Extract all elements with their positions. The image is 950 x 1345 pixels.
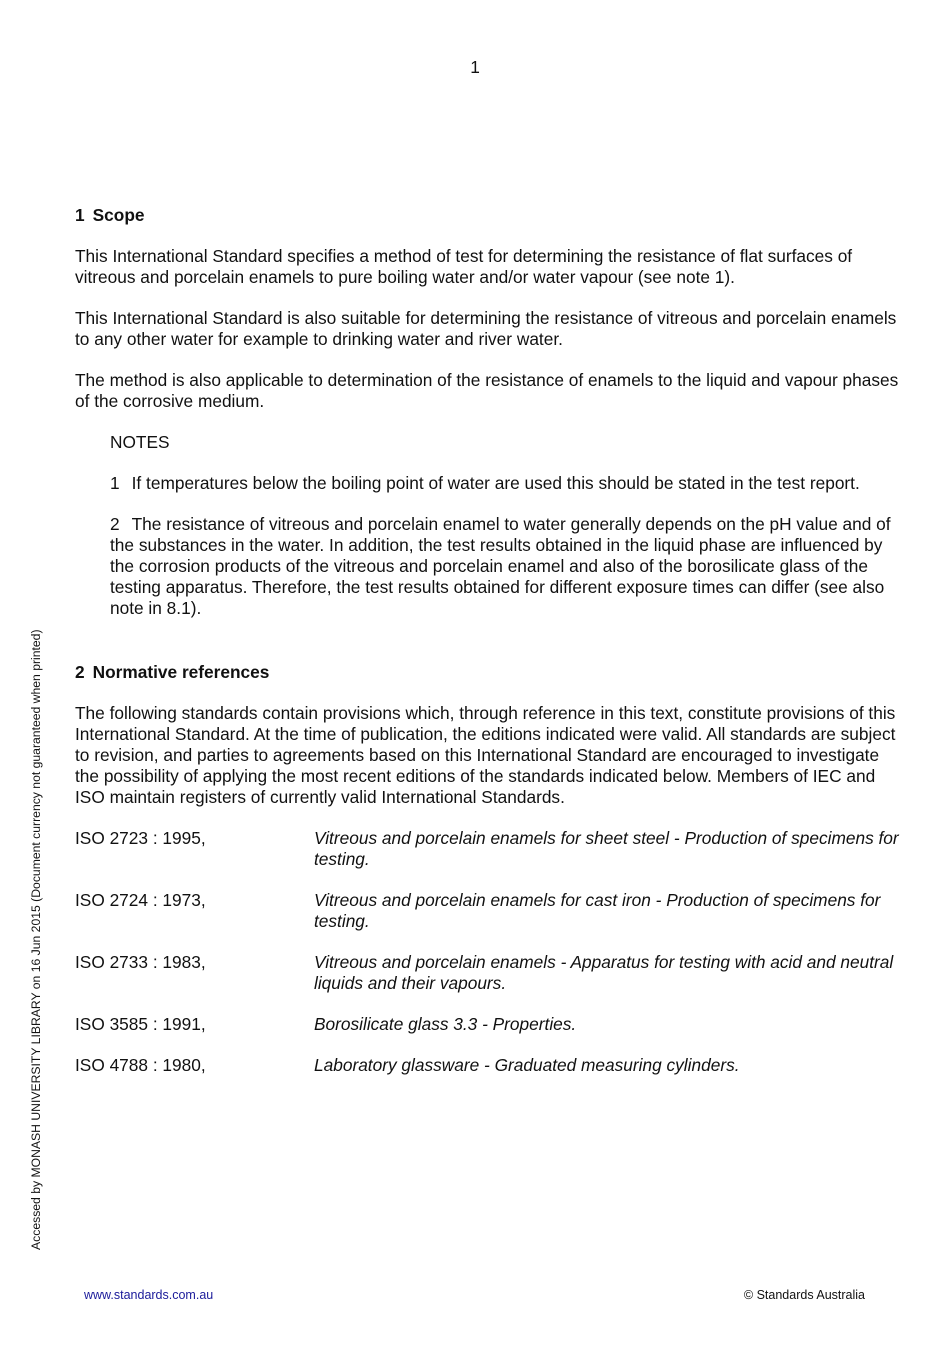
footer-website-link[interactable]: www.standards.com.au	[84, 1288, 214, 1302]
references-list	[75, 828, 905, 1076]
reference-title: Vitreous and porcelain enamels for cast iron - Production of specimens for testing.	[314, 890, 881, 931]
section-1-number: 1	[75, 205, 85, 225]
scope-paragraph-3: The method is also applicable to determination of the resistance of enamels to the liquid and vapour phases of the corrosive medium.	[75, 370, 899, 411]
section-2-heading	[75, 662, 905, 683]
reference-row	[75, 890, 905, 932]
references-paragraph: The following standards contain provisions which, through reference in this text, constitute provisions of this International Standard. At the time of publication, the editions indicated were valid. All standards are subject to revision, and parties to agreements based on this International Standard are encouraged to investigate the possibility of applying the most recent editions of the standards indicated below. Members of IEC and ISO maintain registers of currently valid International Standards.	[75, 703, 896, 807]
reference-title: Vitreous and porcelain enamels for sheet steel - Production of specimens for testing.	[314, 828, 899, 869]
note-item	[110, 473, 905, 494]
page-number: 1	[470, 57, 480, 77]
reference-code: ISO 2723 : 1995,	[75, 828, 206, 848]
note-text: The resistance of vitreous and porcelain enamel to water generally depends on the pH value and of the substances in the water. In addition, the test results obtained in the liquid phase are influenced by the corrosion products of the vitreous and porcelain enamel and also of the borosilicate glass of the testing apparatus. Therefore, the test results obtained for different exposure times can differ (see also note in 8.1).	[110, 514, 891, 618]
reference-title: Laboratory glassware - Graduated measuring cylinders.	[314, 1055, 740, 1075]
notes-block	[110, 432, 905, 619]
reference-row	[75, 1055, 905, 1076]
reference-code: ISO 4788 : 1980,	[75, 1055, 206, 1075]
note-item	[110, 514, 905, 619]
access-watermark: Accessed by MONASH UNIVERSITY LIBRARY on 16 Jun 2015 (Document currency not guaranteed when printed)	[29, 629, 43, 1250]
reference-code: ISO 3585 : 1991,	[75, 1014, 206, 1034]
note-text: If temperatures below the boiling point of water are used this should be stated in the test report.	[131, 473, 860, 493]
reference-title: Vitreous and porcelain enamels - Apparatus for testing with acid and neutral liquids and their vapours.	[314, 952, 894, 993]
reference-code: ISO 2733 : 1983,	[75, 952, 206, 972]
footer-copyright: © Standards Australia	[743, 1288, 865, 1302]
document-body	[75, 205, 905, 1096]
section-2-title: Normative references	[92, 662, 270, 682]
scope-paragraph-1: This International Standard specifies a method of test for determining the resistance of flat surfaces of vitreous and porcelain enamels to pure boiling water and/or water vapour (see note 1).	[75, 246, 853, 287]
reference-code: ISO 2724 : 1973,	[75, 890, 206, 910]
notes-label: NOTES	[110, 432, 170, 452]
reference-row	[75, 828, 905, 870]
section-2-number: 2	[75, 662, 85, 682]
reference-row	[75, 1014, 905, 1035]
scope-paragraph-2: This International Standard is also suitable for determining the resistance of vitreous and porcelain enamels to any other water for example to drinking water and river water.	[75, 308, 897, 349]
note-number: 2	[110, 514, 120, 534]
section-1-heading	[75, 205, 905, 226]
section-1-title: Scope	[92, 205, 145, 225]
reference-row	[75, 952, 905, 994]
reference-title: Borosilicate glass 3.3 - Properties.	[314, 1014, 577, 1034]
note-number: 1	[110, 473, 120, 493]
